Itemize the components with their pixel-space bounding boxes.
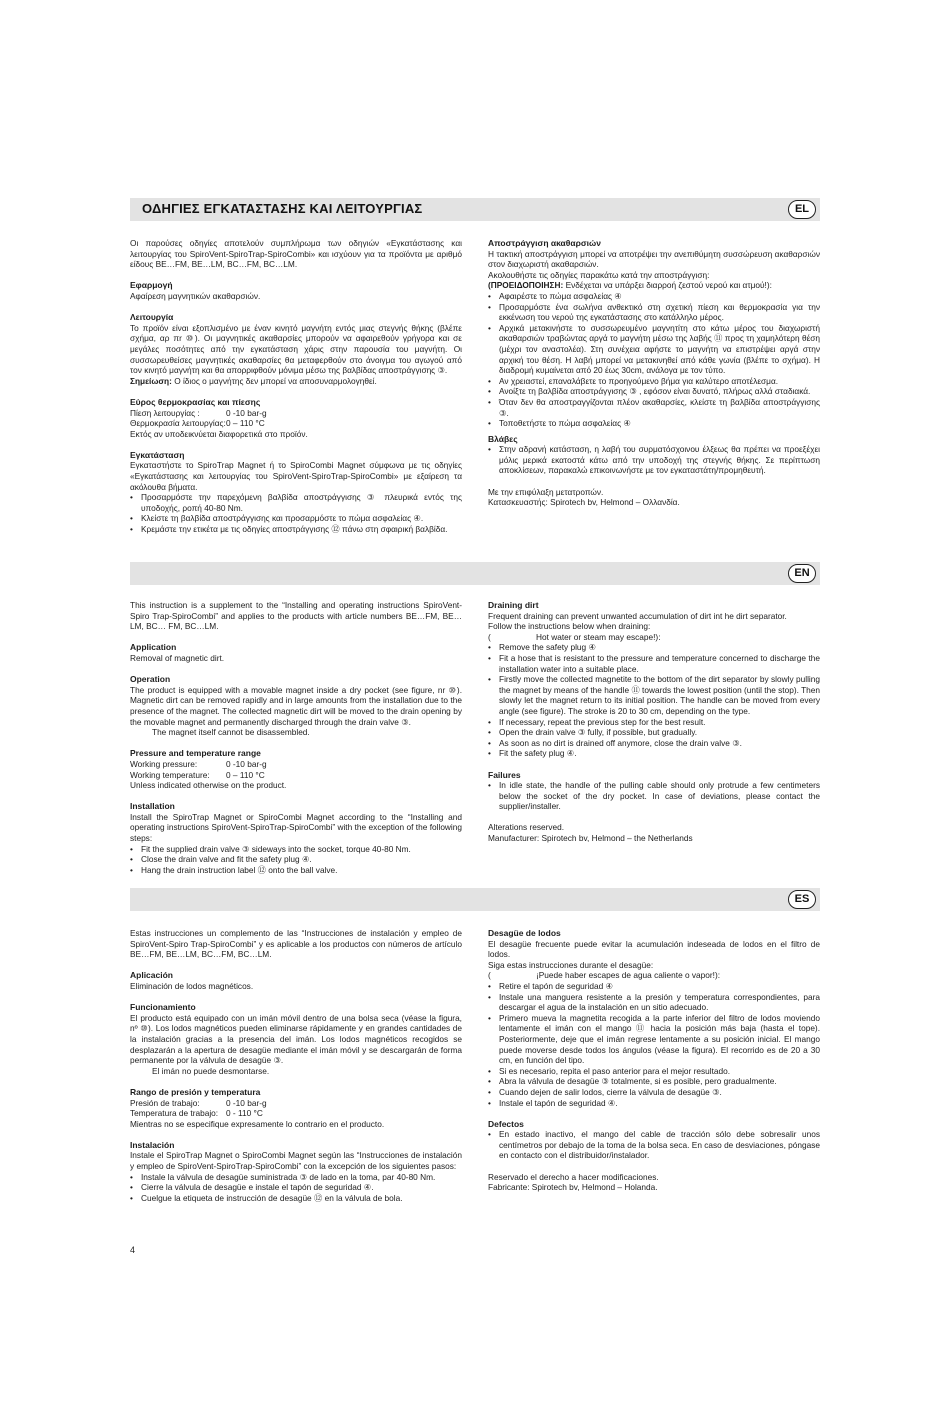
installation-text: Εγκαταστήστε το SpiroTrap Magnet ή το SpiroCombi Magnet σύμφωνα με τις οδηγίες «Εγκατάστασης και λειτουργίας του SpiroVent-SpiroTrap-SpiroCombi» με εξαίρεση τα ακόλουθα βήματα. (130, 460, 462, 492)
temperature-label: Working temperature: (130, 769, 210, 780)
installation-heading: Instalación (130, 1139, 175, 1150)
installation-list (130, 492, 462, 534)
list-item: • Αν χρειαστεί, επαναλάβετε το προηγούμενο βήμα για καλύτερο αποτέλεσμα. (488, 376, 820, 387)
warning-label: (ΠΡΟΕΙΔΟΠΟΙΗΣΗ: (488, 280, 564, 291)
list-item: • Instale una manguera resistente a la presión y temperatura correspondientes, para descargar el agua de la instalación en un sitio adecuado. (488, 992, 820, 1013)
intro-text: Estas instrucciones un complemento de las “Instrucciones de instalación y empleo de SpiroVent-Spiro Trap-SpiroCombi” y es aplicable a los productos con números de artículo BE…FM, BE…LM, BC…FM, BC…LM. (130, 928, 462, 960)
range-note: Εκτός αν υποδεικνύεται διαφορετικά στο προϊόν. (130, 428, 308, 439)
application-heading: Εφαρμογή (130, 280, 173, 291)
language-badge-es: ES (788, 890, 816, 909)
list-item: • Close the drain valve and fit the safety plug ④. (130, 854, 462, 865)
warning-text: Hot water or steam may escape!): (536, 631, 661, 642)
list-item: • Στην αδρανή κατάσταση, η λαβή του συρματόσχοινου έλξεως θα πρέπει να προεξέχει μόλις μερικά εκατοστά κάτω από την υποδοχή της στεγνής θήκης. Σε περίπτωση αποκλίσεων, παρακαλώ επικοινωνήστε με τον εγκαταστάτη/προμηθευτή. (488, 444, 820, 476)
range-heading: Εύρος θερμοκρασίας και πίεσης (130, 396, 261, 407)
list-item: • Abra la válvula de desagüe ③ totalmente, si es posible, pero gradualmente. (488, 1076, 820, 1087)
page-number: 4 (130, 1245, 136, 1255)
list-item: • Instale la válvula de desagüe suministrada ③ de lado en la toma, par 40-80 Nm. (130, 1172, 462, 1183)
pressure-value: 0 -10 bar-g (226, 1097, 267, 1108)
manufacturer-text: Manufacturer: Spirotech bv, Helmond – the Netherlands (488, 833, 693, 844)
list-item: • Fit a hose that is resistant to the pressure and temperature concerned to discharge the installation water into a suitable place. (488, 653, 820, 674)
note-label: Σημείωση: (130, 375, 172, 386)
draining-heading: Αποστράγγιση ακαθαρσιών (488, 238, 601, 248)
language-badge-el: EL (788, 200, 816, 219)
draining-follow: Follow the instructions below when draining: (488, 621, 651, 632)
installation-heading: Εγκατάσταση (130, 449, 185, 460)
list-item: • Remove the safety plug ④ (488, 642, 820, 653)
warning-open: ( (488, 631, 491, 642)
alterations-text: Με την επιφύλαξη μετατροπών. (488, 486, 604, 497)
es-left-column (130, 928, 462, 1203)
list-item: • Firstly move the collected magnetite to the bottom of the dirt separator by slowly pulling the magnet by means of the handle ⑪ towards the lowest position (until the stop). Then slowly let the magnet return to its initial position. The handle can be moved from every angle (see figure). The stroke is 20 to 30 cm, depending on the type. (488, 674, 820, 716)
list-item: • Κρεμάστε την ετικέτα με τις οδηγίες αποστράγγισης ⑫ πάνω στη σφαιρική βαλβίδα. (130, 524, 462, 535)
draining-text: Frequent draining can prevent unwanted accumulation of dirt int he dirt separator. (488, 610, 787, 621)
list-item: • Fit the supplied drain valve ③ sideways into the socket, torque 40-80 Nm. (130, 844, 462, 855)
section-header-en (130, 562, 820, 585)
list-item: • Cuando dejen de salir lodos, cierre la válvula de desagüe ③. (488, 1087, 820, 1098)
warning-open: ( (488, 970, 491, 981)
operation-heading: Λειτουργία (130, 312, 174, 323)
manufacturer-text: Fabricante: Spirotech bv, Helmond – Holanda. (488, 1182, 658, 1193)
range-heading: Rango de presión y temperatura (130, 1086, 261, 1097)
list-item: • If necessary, repeat the previous step for the best result. (488, 717, 820, 728)
draining-text: Η τακτική αποστράγγιση μπορεί να αποτρέψει την ανεπιθύμητη συσσώρευση ακαθαρσιών στον διαχωριστή ακαθαρσιών. (488, 248, 820, 270)
warning-text: ¡Puede haber escapes de agua caliente o vapor!): (536, 970, 721, 981)
intro-text: Οι παρούσες οδηγίες αποτελούν συμπλήρωμα των οδηγιών «Εγκατάστασης και λειτουργίας του SpiroVent-SpiroTrap-SpiroCombi» και ισχύουν για τα προϊόντα με αριθμό είδους BE…FM, BE…LM, BC…FM, BC…LM. (130, 238, 462, 270)
installation-heading: Installation (130, 801, 175, 812)
alterations-text: Alterations reserved. (488, 822, 565, 833)
alterations-text: Reservado el derecho a hacer modificaciones. (488, 1171, 659, 1182)
list-item: • As soon as no dirt is drained off anymore, close the drain valve ③. (488, 738, 820, 749)
operation-note: The magnet itself cannot be disassembled. (152, 727, 310, 738)
operation-note: El imán no puede desmontarse. (152, 1065, 270, 1076)
pressure-value: 0 -10 bar-g (226, 758, 267, 769)
list-item: • Ανοίξτε τη βαλβίδα αποστράγγισης ③ , εφόσον είναι δυνατό, πλήρως αλλά σταδιακά. (488, 386, 820, 397)
operation-heading: Operation (130, 674, 171, 685)
list-item: • Si es necesario, repita el paso anterior para el mejor resultado. (488, 1066, 820, 1077)
draining-list (488, 291, 820, 429)
range-heading: Pressure and temperature range (130, 748, 261, 759)
application-text: Removal of magnetic dirt. (130, 652, 225, 663)
en-left-column (130, 600, 462, 875)
pressure-label: Πίεση λειτουργίας : (130, 407, 200, 418)
list-item: • Όταν δεν θα αποστραγγίζονται πλέον ακαθαρσίες, κλείστε τη βαλβίδα αποστράγγισης ③. (488, 397, 820, 418)
list-item: • Open the drain valve ③ fully, if possible, but gradually. (488, 727, 820, 738)
operation-text: The product is equipped with a movable magnet inside a dry pocket (see figure, nr ⑩). Magnetic dirt can be removed rapidly and in large amounts from the installation due to the presence of the magnet. The collected magnetic dirt will be moved to the drain opening by the movable magnet and permanently discharged through the drain valve ③. (130, 684, 462, 727)
operation-text: Το προϊόν είναι εξοπλισμένο με έναν κινητό μαγνήτη εντός μιας στεγνής θήκης (βλέπε σχήμα, αρ πr ⑩). Οι μαγνητικές ακαθαρσίες μπορούν να αφαιρεθούν γρήγορα και σε μεγάλες ποσότητες από την εγκατάσταση χάρις στην παρουσία του μαγνήτη. Οι συσσωρευθείσες μαγνητικές ακαθαρσίες θα μεταφερθούν στο άνοιγμα του αγωγού από τον κινητό μαγνήτη και θα απορριφθούν μόνιμα μέσω της βαλβίδας αποστράγγισης ③. (130, 322, 462, 376)
list-item: • Fit the safety plug ④. (488, 748, 820, 759)
list-item: • Primero mueva la magnetita recogida a la parte inferior del filtro de lodos moviendo lentamente el imán con el mango ⑪ hacia la posición más baja (hasta el tope). Posteriormente, deje que el imán regrese lentamente a su posición inicial. El mango puede moverse desde todos los ángulos (véase la figura). El recorrido es de 20 a 30 cm, en función del tipo. (488, 1013, 820, 1066)
language-badge-en: EN (788, 564, 816, 583)
failures-heading: Defectos (488, 1118, 524, 1129)
temperature-value: 0 – 110 °C (226, 769, 265, 780)
operation-note (130, 376, 462, 387)
draining-warning (488, 970, 820, 981)
operation-text: El producto está equipado con un imán móvil dentro de una bolsa seca (véase la figura, nº ⑩). Los lodos magnéticos pueden eliminarse rápidamente y en grandes cantidades de la instalación gracias a la presencia del imán. Los lodos magnéticos recogidos se desplazarán a la apertura de desagüe mediante el imán móvil y se descargarán de forma permanente por la válvula de desagüe ③. (130, 1012, 462, 1066)
pressure-label: Working pressure: (130, 758, 198, 769)
temperature-label: Temperatura de trabajo: (130, 1108, 219, 1119)
draining-follow: Ακολουθήστε τις οδηγίες παρακάτω κατά την αποστράγγιση: (488, 269, 710, 280)
draining-follow: Siga estas instrucciones durante el desagüe: (488, 959, 654, 970)
manufacturer-text: Κατασκευαστής: Spirotech bv, Helmond – Ολλανδία. (488, 497, 680, 508)
el-right-column (488, 238, 820, 508)
range-note: Unless indicated otherwise on the product. (130, 780, 287, 791)
pressure-row (130, 759, 462, 770)
list-item: • Instale el tapón de seguridad ④. (488, 1098, 820, 1109)
en-right-column (488, 600, 820, 844)
list-item: • Retire el tapón de seguridad ④ (488, 981, 820, 992)
temperature-row (130, 418, 462, 429)
temperature-value: 0 – 110 °C (226, 418, 265, 429)
draining-warning (488, 632, 820, 643)
list-item: • Προσαρμόστε την παρεχόμενη βαλβίδα αποστράγγισης ③ πλευρικά εντός της υποδοχής, ροπή 40-80 Nm. (130, 492, 462, 513)
section-header-es (130, 888, 820, 911)
temperature-value: 0 - 110 °C (226, 1108, 263, 1119)
list-item: • Cuelgue la etiqueta de instrucción de desagüe ⑫ en la válvula de bola. (130, 1193, 462, 1204)
application-text: Αφαίρεση μαγνητικών ακαθαρσιών. (130, 290, 261, 301)
list-item: • Αφαιρέστε το πώμα ασφαλείας ④ (488, 291, 820, 302)
application-heading: Aplicación (130, 970, 173, 981)
failures-list (488, 1129, 820, 1161)
list-item: • Hang the drain instruction label ⑫ onto the ball valve. (130, 865, 462, 876)
section-header-el (130, 198, 820, 221)
draining-warning (488, 280, 820, 291)
installation-text: Install the SpiroTrap Magnet or SpiroCombi Magnet according to the “Installing and operating instructions SpiroVent-SpiroTrap-SpiroCombi” with the exception of the following steps: (130, 811, 462, 844)
list-item: • In idle state, the handle of the pulling cable should only protrude a few centimeters below the socket of the dry pocket. In case of deviations, please contact the supplier/installer. (488, 780, 820, 812)
pressure-row (130, 408, 462, 419)
list-item: • Προσαρμόστε ένα σωλήνα ανθεκτικό στη σχετική πίεση και θερμοκρασία για την εκκένωση του νερού της εγκατάστασης στο κατάλληλο μέρος. (488, 302, 820, 323)
application-heading: Application (130, 642, 177, 653)
draining-text: El desagüe frecuente puede evitar la acumulación indeseada de lodos en el filtro de lodos. (488, 938, 820, 960)
draining-heading: Desagüe de lodos (488, 928, 561, 938)
list-item: • Τοποθετήστε το πώμα ασφαλείας ④ (488, 418, 820, 429)
application-text: Eliminación de lodos magnéticos. (130, 980, 254, 991)
failures-list (488, 444, 820, 476)
list-item: • Cierre la válvula de desagüe e instale el tapón de seguridad ④. (130, 1182, 462, 1193)
draining-list (488, 642, 820, 759)
warning-text: Ενδέχεται να υπάρξει διαρροή ζεστού νερού και ατμού!): (563, 280, 772, 291)
temperature-row (130, 770, 462, 781)
failures-heading: Βλάβες (488, 433, 518, 444)
installation-list (130, 1172, 462, 1204)
installation-list (130, 844, 462, 876)
list-item: • Αρχικά μετακινήστε το συσσωρευμένο μαγνητίτη στο κάτω μέρος του διαχωριστή ακαθαρσιών τραβώντας αργά το μαγνήτη μέσω της λαβής ⑪ προς τη χαμηλότερη θέση (μέχρι τον αναστολέα). Στη συνέχεια αφήστε το μαγνήτη να επιστρέψει αργά στην αρχική του θέση. Η λαβή μπορεί να μετακινηθεί από κάθε γωνία (βλέπε το σχήμα). Η διαδρομή κυμαίνεται από 20 έως 30cm, ανάλογα με τον τύπο. (488, 323, 820, 376)
section-title: ΟΔΗΓΙΕΣ ΕΓΚΑΤΑΣΤΑΣΗΣ ΚΑΙ ΛΕΙΤΟΥΡΓΙΑΣ (142, 201, 423, 216)
draining-list (488, 981, 820, 1108)
pressure-label: Presión de trabajo: (130, 1097, 200, 1108)
draining-heading: Draining dirt (488, 600, 539, 610)
pressure-row (130, 1098, 462, 1109)
operation-heading: Funcionamiento (130, 1002, 196, 1013)
failures-heading: Failures (488, 769, 521, 780)
list-item: • Κλείστε τη βαλβίδα αποστράγγισης και προσαρμόστε το πώμα ασφαλείας ④. (130, 513, 462, 524)
pressure-value: 0 -10 bar-g (226, 407, 267, 418)
list-item: • En estado inactivo, el mango del cable de tracción sólo debe sobresalir unos centímetros por debajo de la toma de la bolsa seca. En caso de desviaciones, póngase en contacto con el distribuidor/instalador. (488, 1129, 820, 1161)
es-right-column (488, 928, 820, 1193)
range-note: Mientras no se especifique expresamente lo contrario en el producto. (130, 1118, 385, 1129)
el-left-column (130, 238, 462, 535)
note-text: Ο ίδιος ο μαγνήτης δεν μπορεί να αποσυναρμολογηθεί. (171, 375, 377, 386)
temperature-label: Θερμοκρασία λειτουργίας: (130, 418, 226, 429)
intro-text: This instruction is a supplement to the “Installing and operating instructions SpiroVent-Spiro Trap-SpiroCombi” and applies to the products with article numbers BE…FM, BE…LM, BC… FM, BC…LM. (130, 600, 462, 632)
installation-text: Instale el SpiroTrap Magnet o SpiroCombi Magnet según las “Instrucciones de instalación y empleo de SpiroVent-SpiroTrap-SpiroCombi” con la excepción de los siguientes pasos: (130, 1150, 462, 1172)
temperature-row (130, 1108, 462, 1119)
failures-list (488, 780, 820, 812)
